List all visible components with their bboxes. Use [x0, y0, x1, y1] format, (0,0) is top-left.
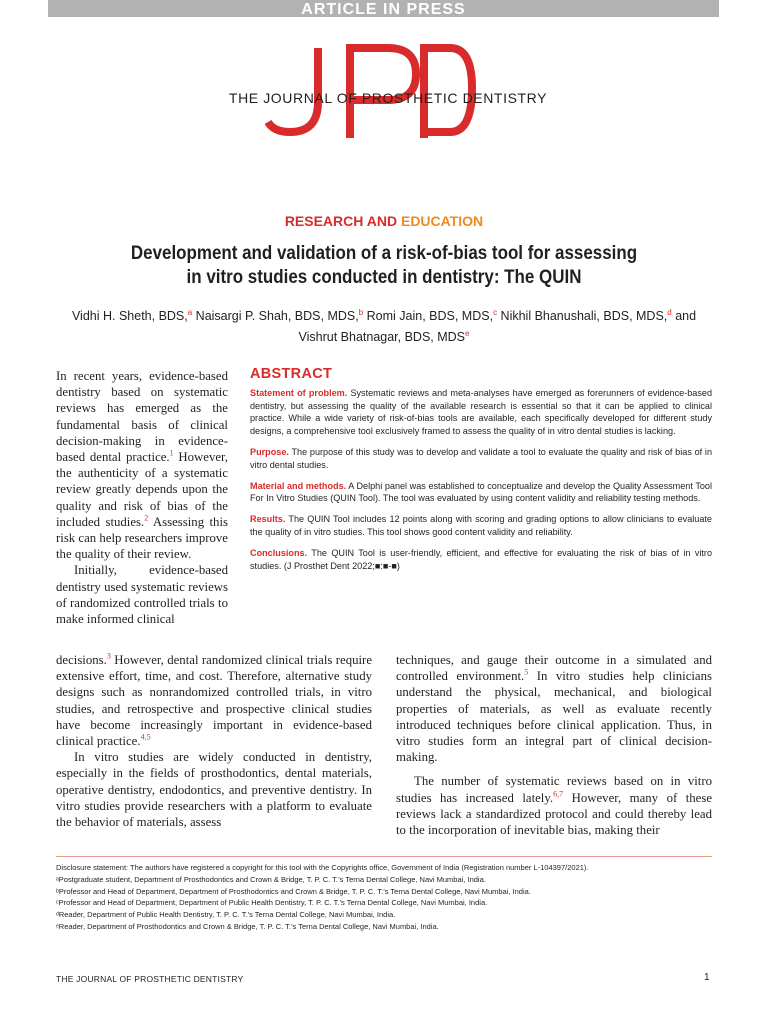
text-run: In vitro studies help clinicians understand the physical, mechanical, and biological properties of materials, as well as evaluate recently introduced techniques before clinical application. Thus, in vitro studies form an integral part of clinical decision-making. — [396, 669, 712, 765]
title-line-1: Development and validation of a risk-of-bias tool for assessing — [130, 242, 638, 264]
citation-link[interactable]: 2 — [144, 513, 149, 523]
abstract-item — [250, 387, 712, 438]
abstract-label: Material and methods. — [250, 480, 347, 491]
author-name: Naisargi P. Shah, BDS, MDS, — [192, 309, 359, 324]
text-run: However, dental randomized clinical trials require extensive effort, time, and cost. Therefore, alternative study designs such as nonrandomized controlled trials, in vitro studies, and retrospective and prospective clinical studies have become increasingly important in evidence-based clinical practice. — [56, 653, 372, 749]
citation-link[interactable]: 6,7 — [553, 789, 564, 799]
author-list — [40, 304, 728, 346]
footnotes — [56, 862, 736, 933]
affiliation-marker[interactable]: d — [667, 308, 672, 317]
intro-paragraph-1 — [56, 368, 228, 562]
abstract-label: Results. — [250, 514, 286, 525]
author-conjunction: and — [671, 309, 697, 324]
author-name: Vidhi H. Sheth, BDS, — [71, 309, 188, 324]
section-label-part1: RESEARCH AND — [284, 213, 398, 229]
footnote-line: ᶜProfessor and Head of Department, Department of Public Health Dentistry, T. P. C. T.’s Terna Dental College, Navi Mumbai, India. — [56, 898, 488, 908]
author-name: Nikhil Bhanushali, BDS, MDS, — [497, 309, 668, 324]
text-run: techniques, and gauge their outcome in a simulated and controlled environment. — [396, 653, 712, 684]
affiliation-marker[interactable]: b — [358, 308, 364, 317]
citation-link[interactable]: 4,5 — [140, 732, 151, 742]
abstract-text: The purpose of this study was to develop and validate a tool to evaluate the quality and risk of bias of in vitro dental studies. — [250, 446, 712, 470]
footnote-line: ᵉReader, Department of Prosthodontics and Crown & Bridge, T. P. C. T.’s Terna Dental College, Navi Mumbai, India. — [56, 921, 439, 931]
affiliation-marker[interactable]: e — [465, 329, 470, 339]
abstract-heading: ABSTRACT — [250, 366, 333, 382]
footnote-line: ᵈReader, Department of Public Health Dentistry, T. P. C. T.’s Terna Dental College, Navi Mumbai, India. — [56, 910, 396, 920]
abstract-item — [250, 547, 712, 573]
article-in-press-banner: ARTICLE IN PRESS — [48, 0, 719, 17]
body-column-right — [396, 652, 712, 838]
abstract-label: Conclusions. — [250, 547, 308, 558]
footnote-line: Disclosure statement: The authors have registered a copyright for this tool with the Copyrights office, Government of India (Registration number L-104397/2021). — [56, 863, 589, 872]
body-paragraph — [396, 773, 712, 838]
intro-paragraph-2: Initially, evidence-based dentistry used systematic reviews of randomized controlled trials to make informed clinical — [56, 563, 228, 627]
footnote-divider — [56, 856, 712, 857]
abstract-label: Purpose. — [250, 446, 289, 457]
section-label-part2: EDUCATION — [400, 213, 484, 229]
article-title — [128, 241, 640, 289]
text-run: Assessing this risk can help researchers improve the quality of their review. — [56, 514, 228, 562]
text-run: The number of systematic reviews based on in vitro studies has increased lately. — [396, 774, 712, 805]
section-label — [0, 213, 768, 229]
body-paragraph: In vitro studies are widely conducted in dentistry, especially in the fields of prosthodontics, dental materials, operative dentistry, endodontics, and preventive dentistry. In vitro studies provide researchers with a platform to evaluate the behavior of materials, assess — [56, 750, 372, 830]
footnote-line: ᵇProfessor and Head of Department, Department of Prosthodontics and Crown & Bridge, T. P. C. T.’s Terna Dental College, Navi Mumbai, India. — [56, 886, 531, 896]
citation-link[interactable]: 1 — [169, 448, 174, 458]
intro-column — [56, 368, 228, 627]
abstract-text: A Delphi panel was established to conceptualize and develop the Quality Assessment Tool For In Vitro Studies (QUIN Tool). The tool was evaluated by using content validity and reliability testing methods. — [250, 480, 712, 504]
abstract-label: Statement of problem. — [250, 387, 348, 398]
page-number: 1 — [704, 972, 710, 983]
abstract-text: The QUIN Tool is user-friendly, efficient, and effective for evaluating the risk of bias of in vitro studies. (J Prosthet Dent 2022;■:■-■) — [250, 547, 712, 571]
affiliation-marker[interactable]: a — [187, 308, 193, 317]
abstract-box — [250, 368, 712, 580]
text-run: In recent years, evidence-based dentistry based on systematic reviews has emerged as the fundamental basis of clinical decision-making in evidence-based dental practice. — [56, 369, 228, 465]
footnote-line: ᵃPostgraduate student, Department of Prosthodontics and Crown & Bridge, T. P. C. T.’s Terna Dental College, Navi Mumbai, India. — [56, 874, 486, 884]
body-paragraph — [396, 652, 712, 765]
abstract-item — [250, 446, 712, 472]
body-paragraph — [56, 652, 372, 749]
title-line-2: in vitro studies conducted in dentistry: The QUIN — [186, 266, 582, 288]
abstract-text: Systematic reviews and meta-analyses have emerged as forerunners of evidence-based dentistry, but assessing the quality of the available research is essential so that it can be applied to clinical practice. While a wide variety of risk-of-bias tools are available, each specifically developed for different study designs, a comprehensive tool exclusively framed to assess the quality of in vitro dental studies is lacking. — [250, 387, 712, 437]
affiliation-marker[interactable]: c — [493, 308, 498, 317]
author-name: Vishrut Bhatnagar, BDS, MDS — [298, 330, 466, 345]
footer-journal-name: THE JOURNAL OF PROSTHETIC DENTISTRY — [56, 974, 244, 984]
text-run: decisions. — [56, 653, 107, 667]
abstract-item — [250, 480, 712, 506]
text-run: However, many of these reviews lack a standardized protocol and could thereby lead to the incorporation of inevitable bias, making their — [396, 790, 712, 838]
abstract-text: The QUIN Tool includes 12 points along with scoring and grading options to allow clinicians to evaluate the quality of in vitro studies. This tool shows good content validity and reliability. — [250, 514, 712, 537]
journal-name: THE JOURNAL OF PROSTHETIC DENTISTRY — [228, 90, 548, 106]
text-run: However, the authenticity of a systematic review greatly depends upon the quality and risk of bias of the included studies. — [56, 450, 228, 529]
author-name: Romi Jain, BDS, MDS, — [363, 309, 494, 324]
abstract-item — [250, 513, 712, 539]
body-column-left — [56, 652, 372, 830]
citation-link[interactable]: 5 — [524, 667, 529, 677]
citation-link[interactable]: 3 — [106, 651, 111, 661]
